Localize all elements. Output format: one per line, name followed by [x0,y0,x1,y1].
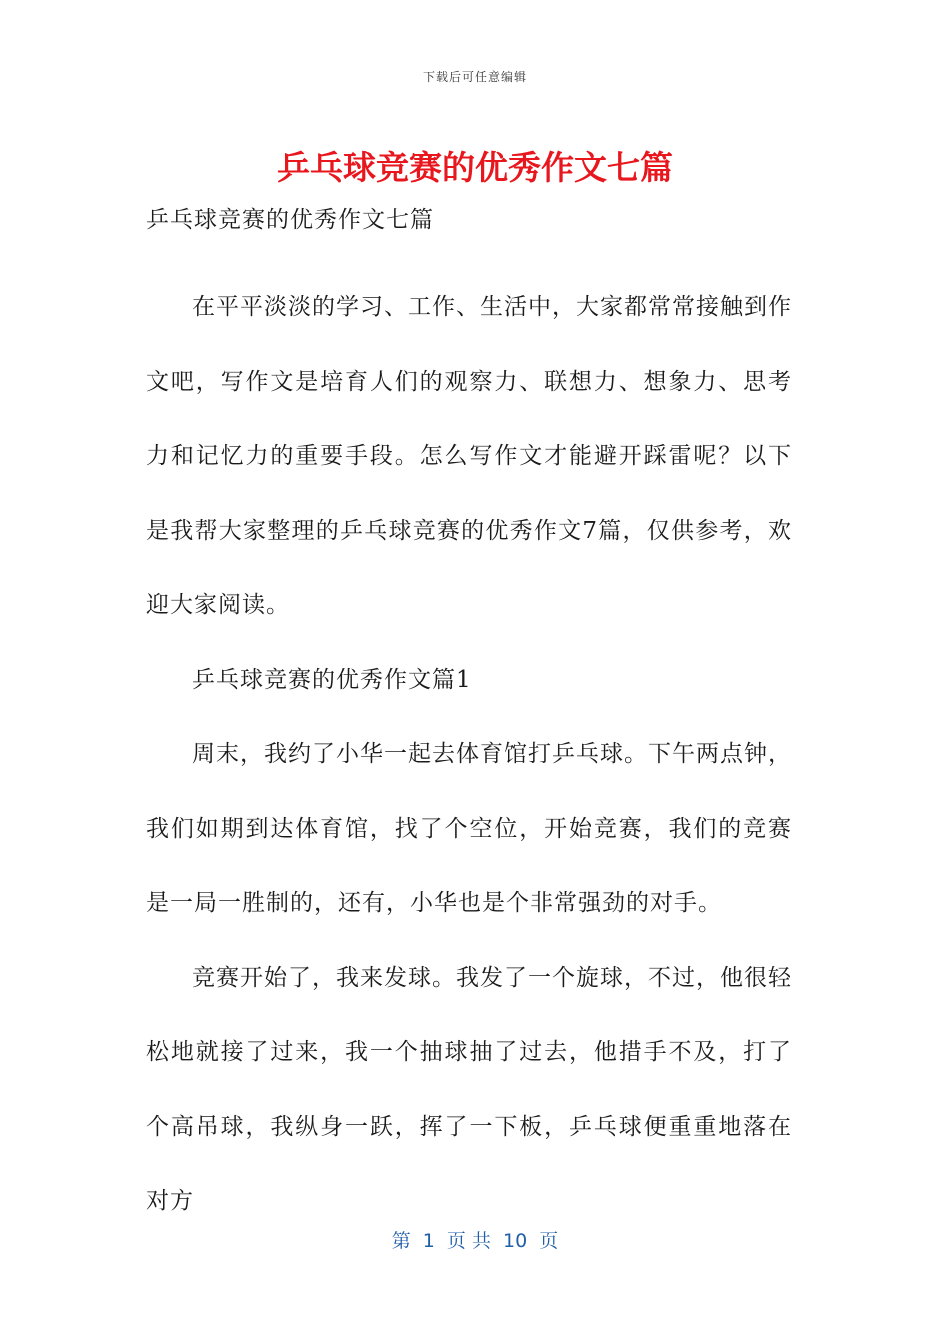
header-note: 下载后可任意编辑 [422,70,527,84]
document-title: 乒乓球竞赛的优秀作文七篇 [277,148,673,187]
section-heading: 乒乓球竞赛的优秀作文篇1 [192,666,472,693]
paragraph-intro: 在平平淡淡的学习、工作、生活中，大家都常常接触到作文吧，写作文是培育人们的观察力、联想力、想象力、思考力和记忆力的重要手段。怎么写作文才能避开踩雷呢？以下是我帮大家整理的乒乓球竞赛的优秀作文7篇，仅供参考，欢迎大家阅读。 [146,294,792,618]
paragraph: 竞赛开始了，我来发球。我发了一个旋球，不过，他很轻松地就接了过来，我一个抽球抽了过去，他措手不及，打了个高吊球，我纵身一跃，挥了一下板，乒乓球便重重地落在对方 [146,964,792,1214]
document-body [146,196,792,1239]
document-subtitle: 乒乓球竞赛的优秀作文七篇 [146,207,434,233]
page-number-footer: 第 1 页 共 10 页 [391,1230,559,1252]
paragraph: 周末，我约了小华一起去体育馆打乒乓球。下午两点钟，我们如期到达体育馆，找了个空位，开始竞赛，我们的竞赛是一局一胜制的，还有，小华也是个非常强劲的对手。 [146,741,792,916]
